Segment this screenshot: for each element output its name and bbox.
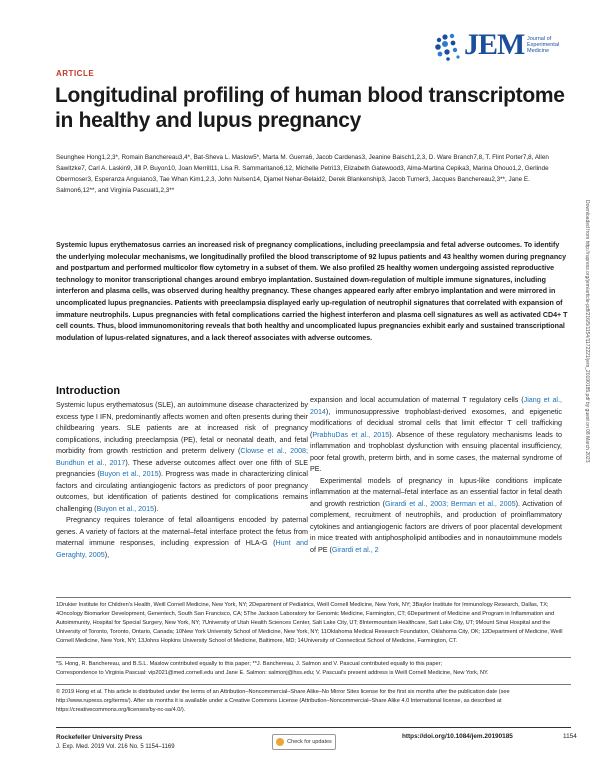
footnote-divider	[56, 597, 571, 598]
equal-contribution-note: *S. Hong, R. Banchereau, and B.S.L. Maslow contributed equally to this paper; **J. Banchereau, J. Salmon and V. Pascual contributed equally to this paper;	[56, 661, 442, 667]
page-number: 1154	[563, 733, 577, 740]
download-note-sidebar: Downloaded from http://rupress.org/jem/article-pdf/216/5/1154/1172221/jem_20190185.pdf by guest on 08 March 2023	[584, 200, 590, 463]
intro-paragraph-3: Experimental models of pregnancy in lupus-like conditions implicate inflammation at the maternal–fetal interface as an essential factor in fetal death and growth restriction (Girardi et al., 2003; Berman et al., 2005). Activation of complement, recruitment of neutrophils, and production of proinflammatory cytokines and antiangiogenic factors are drivers of poor placental development in mice treated with antiphospholipid antibodies and in nonautoimmune models of PE (Girardi et al., 2	[310, 476, 562, 554]
check-updates-button[interactable]	[272, 734, 336, 750]
citation-link[interactable]: Jiang et al., 2014	[310, 396, 562, 416]
journal-name: Journal of Experimental Medicine	[527, 36, 560, 55]
check-updates-icon	[276, 738, 284, 746]
section-heading-introduction: Introduction	[56, 385, 121, 397]
article-title: Longitudinal profiling of human blood transcriptome in healthy and lupus pregnancy	[55, 84, 565, 132]
affiliations: 1Drukier Institute for Children's Health, Weill Cornell Medicine, New York, NY; 2Department of Pediatrics, Weill Cornell Medicine, New York, NY; 3Baylor Institute for Immunology Research, Dallas, TX; 4Oncology Biomarker Development, Genentech, South San Francisco, CA; 5The Jackson Laboratory for Genomic Medicine, Farmington, CT; 6Department of Medicine and Program in Inflammation and Autoimmunity, Hospital for Special Surgery, New York, NY; 7University of Utah Health Sciences Center, Salt Lake City, UT; 8Intermountain Healthcare, Salt Lake City, UT; 9Mount Sinai Hospital and the University of Toronto, Toronto, Ontario, Canada; 10New York University School of Medicine, New York, NY; 11Oklahoma Medical Research Foundation, Oklahoma City, OK; 12Department of Medicine, Weill Cornell Medicine, New York, NY; 13Johns Hopkins University School of Medicine, Baltimore, MD; 14University of Connecticut School of Medicine, Farmington, CT.	[56, 602, 563, 645]
author-list: Seunghee Hong1,2,3*, Romain Banchereau3,4*, Bat-Sheva L. Maslow5*, Marta M. Guerra6, Jacob Cardenas3, Jeanine Baisch1,2,3, D. Ware Branch7,8, T. Flint Porter7,8, Allen Sawitzke7, Carl A. Laskin9, Jill P. Buyon10, Joan Merrill11, Lisa R. Sammaritano6,12, Michelle Petri13, Elizabeth Gatewood3, Alma-Martina Cepika3, Marina Ohouo1,2, Gerlinde Obermoser3, Esperanza Anguiano3, Tae Whan Kim1,2,3, John Nulsen14, Djamel Nehar-Belaid2, Derek Blankenship3, Jacob Turner3, Jacques Banchereau2,3**, Jane E. Salmon6,12**, and Virginia Pascual1,2,3**	[56, 154, 549, 194]
journal-logo	[434, 30, 574, 64]
intro-paragraph-1: Systemic lupus erythematosus (SLE), an autoimmune disease characterized by excess type I IFN, predominantly affects women and often presents during their childbearing years. SLE patients are at increased risk of pregnancy complications, including preeclampsia (PE), fetal or neonatal death, and fetal morbidity from growth restriction and preterm delivery (Clowse et al., 2008; Bundhun et al., 2017). These adverse outcomes affect over one fifth of SLE pregnancies (Buyon et al., 2015). Progress was made in characterizing clinical factors and circulating antiangiogenic factors as predictors of poor pregnancy outcomes, but identification of patients destined for complications remains challenging (Buyon et al., 2015).	[56, 401, 308, 513]
publisher-name: Rockefeller University Press	[56, 734, 143, 741]
footnote-divider	[56, 657, 571, 658]
citation-link[interactable]: Clowse et al., 2008; Bundhun et al., 2017	[56, 447, 308, 467]
journal-logo-text: JEM	[464, 28, 525, 61]
footer-divider	[56, 727, 571, 728]
abstract: Systemic lupus erythematosus carries an increased risk of pregnancy complications, including preeclampsia and fetal adverse outcomes. To identify the underlying molecular mechanisms, we longitudinally profiled the blood transcriptome of 92 lupus patients and 43 healthy women during pregnancy and postpartum and performed multicolor flow cytometry in a subset of them. We also profiled 25 healthy women undergoing assisted reproductive technology to monitor transcriptional changes around embryo implantation. Sustained down-regulation of multiple immune signatures, including interferon and plasma cells, was observed during healthy pregnancy. These changes appeared early after embryo implantation and were mirrored in uncomplicated lupus pregnancies. Patients with preeclampsia displayed early up-regulation of neutrophil signatures that correlated with expansion of immature neutrophils. Lupus pregnancies with fetal complications carried the highest interferon and plasma cell signatures as well as activated CD4+ T cell counts. Thus, blood immunomonitoring reveals that both healthy and uncomplicated lupus pregnancies exhibit early and sustained transcriptional modulation of lupus-related signatures, and a lack thereof associates with adverse outcomes.	[56, 241, 568, 342]
intro-paragraph-2: Pregnancy requires tolerance of fetal alloantigens encoded by paternal genes. A variety of factors at the maternal–fetal interface protect the fetus from maternal immune responses, including expression of HLA-G (Hunt and Geraghty, 2005),	[56, 516, 308, 559]
license-text: © 2019 Hong et al. This article is distributed under the terms of an Attribution–Noncommercial–Share Alike–No Mirror Sites license for the first six months after the publication date (see http://www.rupress.org/terms/). After six months it is available under a Creative Commons License (Attribution–Noncommercial–Share Alike 4.0 International license, as described at https://creativecommons.org/licenses/by-nc-sa/4.0/).	[56, 689, 510, 714]
citation-info: J. Exp. Med. 2019 Vol. 216 No. 5 1154–1169	[56, 744, 175, 750]
citation-link[interactable]: Girardi et al., 2	[331, 545, 379, 554]
footer-publisher	[56, 733, 175, 752]
article-type-label: ARTICLE	[56, 69, 95, 78]
footnote-divider	[56, 684, 571, 685]
citation-link[interactable]: Buyon et al., 2015	[99, 470, 159, 478]
check-updates-label: Check for updates	[287, 739, 332, 745]
citation-link[interactable]: Buyon et al., 2015	[96, 504, 155, 513]
intro-column-right	[310, 395, 562, 556]
intro-paragraph-2-cont: expansion and local accumulation of maternal T regulatory cells (Jiang et al., 2014), immunosuppressive trophoblast-derived exosomes, and epigenetic modifications of decidual stromal cells that limit effector T cell trafficking (PrabhuDas et al., 2015). Absence of these regulatory mechanisms leads to inflammation and trophoblast dysfunction with ensuing placental insufficiency, poor fetal growth, preterm birth, and in some cases, the maternal syndrome of PE.	[310, 396, 562, 473]
intro-column-left	[56, 384, 308, 561]
correspondence-note: Correspondence to Virginia Pascual: vip2021@med.cornell.edu and Jane E. Salmon: salmonj@hss.edu; V. Pascual's present address is Weill Cornell Medicine, New York, NY.	[56, 670, 489, 677]
citation-link[interactable]: Hunt and Geraghty, 2005	[56, 539, 308, 559]
doi-link[interactable]: https://doi.org/10.1084/jem.20190185	[402, 733, 513, 740]
author-notes	[56, 660, 571, 678]
citation-link[interactable]: Girardi et al., 2003; Berman et al., 2005	[385, 499, 516, 508]
jem-dots-logo-icon	[434, 32, 464, 62]
citation-link[interactable]: PrabhuDas et al., 2015	[312, 430, 390, 439]
